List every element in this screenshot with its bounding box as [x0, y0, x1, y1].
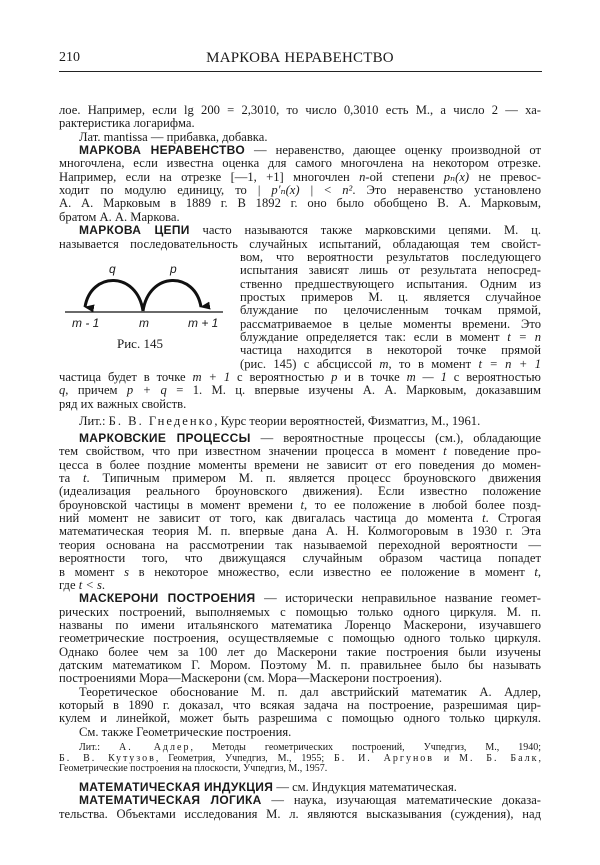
text-segment: частица находится в некоторой точке прямой: [240, 343, 541, 358]
text-line: [59, 698, 541, 712]
text-segment: лое. Например, если lg 200 = 2,3010, то число 0,3010 есть М., а число 2 — ха-: [59, 103, 541, 117]
text-line: [59, 103, 541, 117]
text-line: [59, 484, 541, 498]
text-line: [59, 511, 541, 525]
text-segment: многочлена, если известна оценка для самого многочлена на некотором отрезке.: [59, 156, 541, 171]
math-symbol: q: [59, 383, 66, 398]
text-segment: — вероятностные процессы (см.), обладающие: [250, 431, 542, 445]
text-segment: вом, что вероятности результатов последующего: [240, 249, 541, 264]
text-line: [79, 223, 541, 237]
text-line: [59, 444, 541, 458]
text-segment: который в 1890 г. доказал, что всякая задача на построение, разрешимая цир-: [59, 698, 541, 712]
math-symbol: m — 1: [406, 370, 447, 384]
text-segment: испытания зависят лишь от результата непосред-: [240, 263, 541, 278]
text-line: [59, 498, 541, 512]
text-line: [240, 330, 541, 344]
math-symbol: t: [443, 444, 447, 459]
text-segment: | <: [299, 183, 343, 198]
entry-heading: МАТЕМАТИЧЕСКАЯ ЛОГИКА: [79, 793, 262, 808]
text-segment: (рис. 145) с абсциссой: [240, 356, 380, 371]
text-line: [59, 578, 541, 592]
text-line: [240, 343, 541, 357]
text-segment: та: [59, 471, 84, 486]
text-segment: (идеализация реального броуновского движения). Если известно положение: [59, 484, 541, 499]
text-segment: , Методы геометрических построений, Учпедгиз, М., 1940;: [190, 742, 542, 753]
text-line: [59, 237, 541, 251]
text-segment: называется последовательность случайных испытаний, обладающая тем свойст-: [59, 236, 541, 251]
text-line: [59, 170, 541, 184]
text-segment: тельства. Объектами исследования М. л. являются высказывания (суждения), над: [59, 806, 541, 821]
math-symbol: n²: [342, 183, 353, 198]
label-p: p: [170, 262, 177, 276]
text-line: [59, 807, 541, 821]
text-line: [59, 645, 541, 659]
text-line: [59, 383, 541, 397]
text-segment: , Курс теории вероятностей, Физматгиз, М., 1961.: [214, 414, 481, 428]
math-symbol: t: [83, 471, 87, 486]
text-segment: = 1. М. ц. впервые изучены А. А. Марковым, доказавшим: [166, 383, 541, 398]
text-line: [59, 458, 541, 472]
text-segment: , то ее положение в любой более позд-: [303, 497, 541, 512]
bibliography-line: [59, 753, 541, 764]
entry-heading: МАРКОВСКИЕ ПРОЦЕССЫ: [79, 431, 251, 445]
math-symbol: p + q: [126, 383, 167, 398]
text-segment: рактеристика логарифма.: [59, 116, 195, 131]
text-line: [59, 538, 541, 552]
text-line: [59, 671, 541, 685]
math-symbol: t = n: [507, 329, 541, 344]
math-symbol: n: [359, 169, 366, 184]
text-segment: кулем и линейкой, может быть разрешима с помощью одного только циркуля.: [59, 711, 541, 726]
entry-heading: МАСКЕРОНИ ПОСТРОЕНИЯ: [79, 591, 256, 606]
text-line: [79, 591, 541, 605]
math-symbol: m: [379, 356, 389, 371]
label-m-minus-1: m - 1: [72, 316, 100, 330]
author-name: Б. В. Кутузов: [59, 752, 156, 764]
text-line: [59, 658, 541, 672]
text-segment: , то в момент: [388, 356, 479, 371]
author-name: Б. И. Аргунов: [333, 752, 435, 764]
math-symbol: t = n + 1: [478, 356, 541, 371]
text-segment: не превос-: [469, 169, 541, 184]
text-segment: где: [59, 577, 79, 592]
math-symbol: m + 1: [192, 370, 231, 384]
text-segment: в некоторое множество, если известно ее положение в момент: [129, 564, 535, 579]
text-segment: математическая теория М. п. впервые дана А. Н. Колмогоровым в 1930 г. Эта: [59, 524, 541, 539]
entry-heading: МАТЕМАТИЧЕСКАЯ ИНДУКЦИЯ: [79, 780, 274, 794]
bibliography-line: [79, 414, 519, 428]
author-name: М. Б. Балк: [459, 752, 539, 764]
text-line: [59, 605, 541, 619]
text-line: [59, 116, 541, 130]
text-line: [59, 551, 541, 565]
text-segment: блуждание определяется так: если в момент: [240, 329, 508, 344]
arc-left-arrow: [85, 280, 143, 311]
text-segment: цесса в более поздние моменты времени не зависит от его поведения до момен-: [59, 457, 541, 472]
text-segment: поведение про-: [446, 444, 541, 459]
text-line: [240, 277, 541, 291]
text-segment: часто называются также марковскими цепями. М. ц.: [189, 223, 542, 238]
running-title: МАРКОВА НЕРАВЕНСТВО: [206, 50, 394, 66]
text-segment: Теоретическое обоснование М. п. дал австрийский математик А. Адлер,: [79, 684, 541, 699]
math-symbol: t < s: [78, 577, 102, 592]
math-symbol: p: [331, 370, 338, 384]
author-name: А. Адлер: [119, 742, 191, 753]
text-line: [240, 290, 541, 304]
text-segment: .: [101, 577, 106, 592]
text-line: [240, 263, 541, 277]
text-segment: блуждание по целочисленным точкам прямой,: [240, 303, 541, 318]
page-number: 210: [59, 50, 80, 65]
text-line: [79, 793, 541, 807]
text-segment: Лат. mantissa — прибавка, добавка.: [79, 129, 268, 144]
text-segment: ,: [537, 564, 542, 579]
text-segment: с вероятностью: [446, 370, 541, 384]
text-segment: датским математиком Г. Мором. Поэтому М. п. правильнее было бы называть: [59, 657, 541, 672]
text-segment: , Геометрия, Учпедгиз, М., 1955;: [155, 752, 334, 764]
text-segment: А. А. Марковым в 1889 г. В 1892 г. оно было обобщено В. А. Марковым,: [59, 196, 541, 211]
text-line: [59, 156, 541, 170]
text-line: [59, 196, 541, 210]
text-line: [79, 685, 541, 699]
text-line: [240, 250, 541, 264]
header-rule: [59, 71, 542, 72]
math-symbol: p′ₙ(x): [271, 183, 300, 198]
text-segment: ственно предшествующего испытания. Одним из: [240, 276, 541, 291]
text-line: [59, 210, 541, 224]
text-segment: братом А. А. Маркова.: [59, 209, 180, 224]
text-segment: -ой степени: [365, 169, 444, 184]
text-line: [59, 565, 541, 579]
text-segment: — см. Индукция математическая.: [273, 780, 457, 794]
text-segment: названы по имени итальянского математика Лоренцо Маскерони, изучавшего: [59, 617, 541, 632]
text-segment: ряд их важных свойств.: [59, 396, 187, 411]
text-segment: тем свойством, что при известном значении процесса в момент: [59, 444, 444, 459]
text-segment: в момент: [59, 564, 125, 579]
text-line: [59, 183, 541, 197]
text-segment: построениями Мора—Маскерони (см. Мора—Маскерони построения).: [59, 671, 442, 686]
label-m-plus-1: m + 1: [188, 316, 219, 330]
entry-heading: МАРКОВА НЕРАВЕНСТВО: [79, 143, 245, 158]
bibliography-line: [79, 742, 541, 753]
bibliography-line: [59, 763, 541, 774]
text-segment: и в точке: [337, 370, 407, 384]
text-line: [59, 397, 541, 411]
text-line: [240, 357, 541, 371]
text-line: [79, 431, 541, 445]
text-segment: , причем: [65, 383, 127, 398]
text-line: [240, 317, 541, 331]
text-segment: — исторически неправильное название геомет-: [255, 591, 541, 606]
text-segment: — неравенство, дающее оценку производной от: [244, 143, 541, 158]
text-segment: — наука, изучающая математические доказа-: [261, 793, 541, 808]
entry-heading: МАРКОВА ЦЕПИ: [79, 223, 190, 238]
text-segment: с вероятностью: [230, 370, 332, 384]
text-segment: . Типичным примером М. п. является процесс броуновского движения: [86, 471, 542, 486]
text-line: [240, 303, 541, 317]
text-segment: Однако более чем за 100 лет до Маскерони такие построения были изучены: [59, 644, 541, 659]
text-line: [59, 524, 541, 538]
text-line: [59, 711, 541, 725]
text-segment: ний момент не зависит от того, как двигалась частица до момента: [59, 511, 483, 526]
text-line: [59, 471, 541, 485]
math-symbol: t: [534, 564, 538, 579]
text-segment: ,: [538, 752, 541, 764]
text-segment: ходит по модулю единицу, то |: [59, 183, 272, 198]
arc-right-arrow: [143, 280, 201, 311]
math-symbol: pₙ(x): [443, 169, 470, 184]
text-line: [79, 725, 541, 739]
figure-caption: Рис. 145: [117, 336, 163, 351]
text-segment: рических построений, выполняемых с помощью только одного циркуля. М. п.: [59, 604, 541, 619]
text-segment: частица будет в точке: [59, 370, 193, 384]
author-name: Б. В. Гнеденко: [108, 414, 215, 428]
text-segment: Лит.:: [79, 414, 109, 428]
math-symbol: s: [124, 564, 129, 579]
text-segment: Например, если на отрезке [—1, +1] многочлен: [59, 169, 360, 184]
math-symbol: t: [482, 511, 486, 526]
text-line: [79, 130, 541, 144]
text-segment: броуновской частицы в момент времени: [59, 497, 301, 512]
text-segment: . Строгая: [485, 511, 541, 526]
text-line: [79, 143, 541, 157]
text-line: [59, 370, 541, 384]
label-m: m: [139, 316, 149, 330]
text-segment: и: [434, 752, 460, 764]
text-segment: Геометрические построения на плоскости, Учпедгиз, М., 1957.: [59, 763, 328, 774]
text-segment: См. также Геометрические построения.: [79, 724, 292, 739]
math-symbol: t: [300, 497, 304, 512]
label-q: q: [109, 262, 116, 276]
text-line: [59, 618, 541, 632]
text-segment: Лит.:: [79, 742, 120, 753]
text-segment: простых примеров М. ц. является случайное: [240, 289, 541, 304]
text-segment: теория основана на рассмотрении так называемой переходной вероятности —: [59, 537, 541, 552]
text-line: [79, 780, 541, 794]
text-segment: рассматриваемое в целые моменты времени. Это: [240, 316, 541, 331]
text-segment: вероятности того, что движущаяся случайным образом частица попадет: [59, 551, 541, 566]
text-segment: . Это неравенство установлено: [352, 183, 541, 198]
text-segment: геометрические построения, осуществляемые с помощью одного только циркуля.: [59, 631, 541, 646]
text-line: [59, 631, 541, 645]
